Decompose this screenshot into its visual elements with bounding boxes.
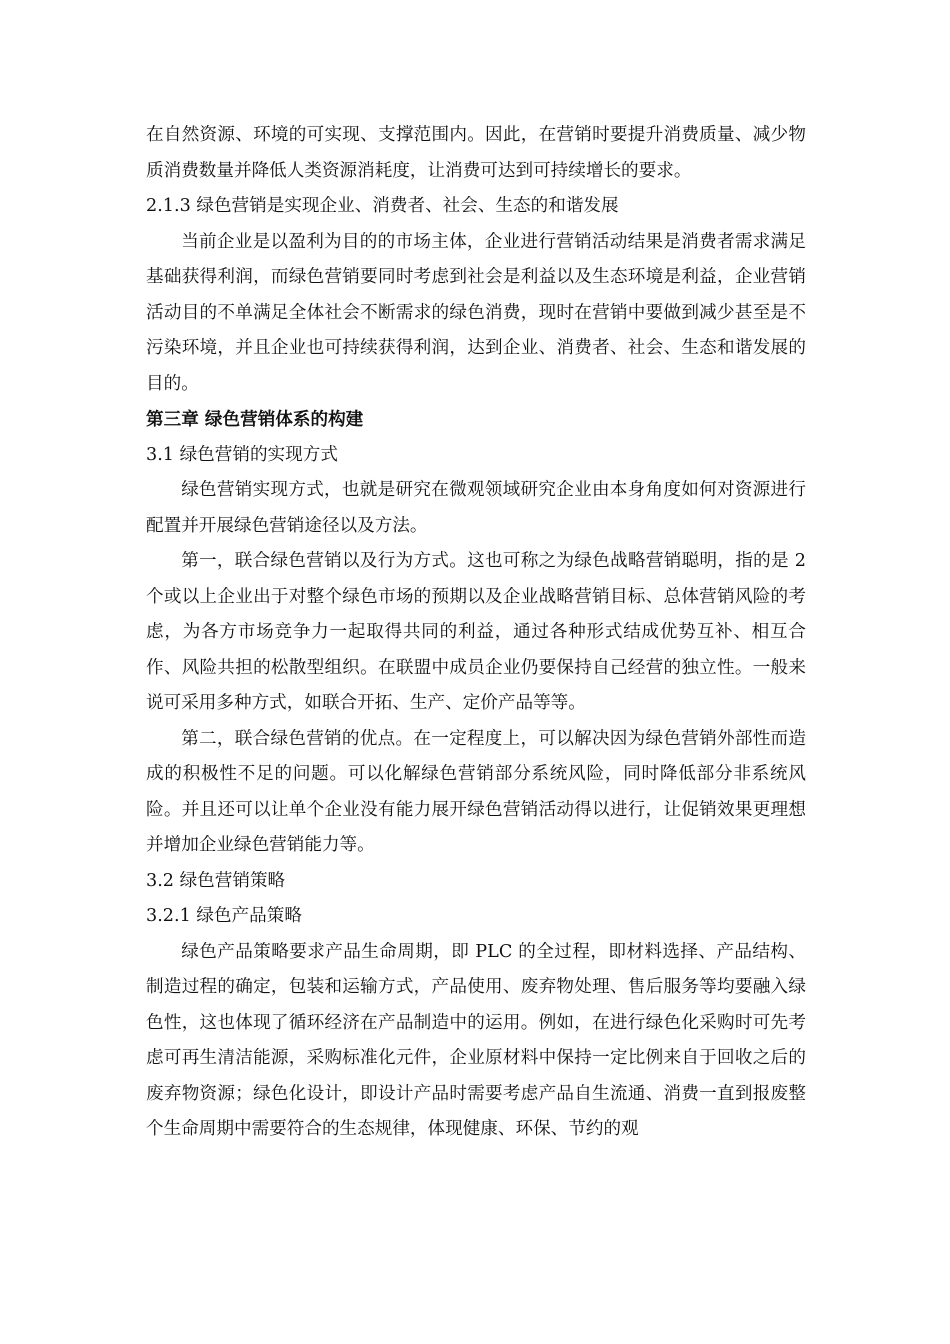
section-heading-2-1-3: 2.1.3 绿色营销是实现企业、消费者、社会、生态的和谐发展 (146, 196, 619, 216)
paragraph-implementation-intro: 绿色营销实现方式，也就是研究在微观领域研究企业由本身角度如何对资源进行配置并开展绿色营销途径以及方法。 (146, 480, 806, 536)
paragraph-first-joint-marketing: 第一，联合绿色营销以及行为方式。这也可称之为绿色战略营销聪明，指的是 2 个或以上企业出于对整个绿色市场的预期以及企业战略营销目标、总体营销风险的考虑，为各方市场竞争力一起取得共同的利益，通过各种形式结成优势互补、相互合作、风险共担的松散型组织。在联盟中成员企业仍要保持自己经营的独立性。一般来说可采用多种方式，如联合开拓、生产、定价产品等等。 (146, 551, 806, 713)
paragraph-second-advantages: 第二，联合绿色营销的优点。在一定程度上，可以解决因为绿色营销外部性而造成的积极性不足的问题。可以化解绿色营销部分系统风险，同时降低部分非系统风险。并且还可以让单个企业没有能力展开绿色营销活动得以进行，让促销效果更理想并增加企业绿色营销能力等。 (146, 728, 806, 855)
paragraph-green-product-strategy: 绿色产品策略要求产品生命周期，即 PLC 的全过程，即材料选择、产品结构、制造过程的确定，包装和运输方式，产品使用、废弃物处理、售后服务等均要融入绿色性，这也体现了循环经济在产品制造中的运用。例如，在进行绿色化采购时可先考虑可再生清洁能源，采购标准化元件，企业原材料中保持一定比例来自于回收之后的废弃物资源；绿色化设计，即设计产品时需要考虑产品自生流通、消费一直到报废整个生命周期中需要符合的生态规律，体现健康、环保、节约的观 (146, 941, 806, 1139)
paragraph-continuation: 在自然资源、环境的可实现、支撑范围内。因此，在营销时要提升消费质量、减少物质消费数量并降低人类资源消耗度，让消费可达到可持续增长的要求。 (146, 125, 806, 181)
section-heading-3-2: 3.2 绿色营销策略 (146, 870, 286, 891)
section-heading-3-1: 3.1 绿色营销的实现方式 (146, 444, 338, 465)
document-body (146, 118, 806, 1148)
chapter-heading-3: 第三章 绿色营销体系的构建 (146, 409, 364, 430)
section-heading-3-2-1: 3.2.1 绿色产品策略 (146, 906, 302, 926)
paragraph-harmonious-development: 当前企业是以盈利为目的的市场主体，企业进行营销活动结果是消费者需求满足基础获得利润，而绿色营销要同时考虑到社会是利益以及生态环境是利益，企业营销活动目的不单满足全体社会不断需求的绿色消费，现时在营销中要做到减少甚至是不污染环境，并且企业也可持续获得利润，达到企业、消费者、社会、生态和谐发展的目的。 (146, 231, 806, 394)
